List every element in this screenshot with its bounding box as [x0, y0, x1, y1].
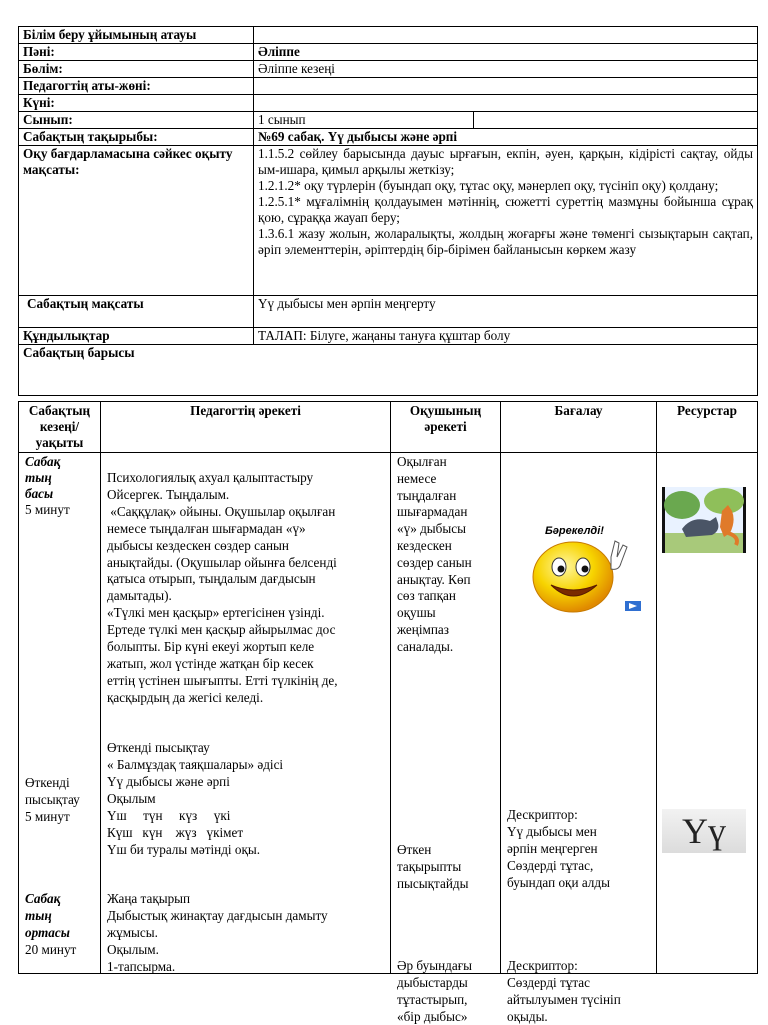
col-resources-header: Ресурстар — [657, 402, 758, 453]
org-value — [254, 27, 758, 44]
objective-item: 1.2.5.1* мұғалімнің қолдауымен мәтіннің, сюжетті суреттің мазмұны бойынша сұрақ қою, сұраққа жауап беру; — [258, 194, 753, 225]
stage2-title: Өткенді — [25, 775, 70, 790]
stage2-time: 5 минут — [25, 809, 70, 824]
col-student-header: Оқушының әрекеті — [391, 402, 501, 453]
subject-value: Әліппе — [254, 44, 758, 61]
student-block-2: Өткен тақырыпты пысықтайды — [397, 842, 469, 891]
objectives-list — [254, 146, 758, 296]
stage3-title: Сабақ — [25, 891, 61, 906]
section-value: Әліппе кезеңі — [254, 61, 758, 78]
teacher-value — [254, 78, 758, 95]
topic-label: Сабақтың тақырыбы: — [19, 129, 254, 146]
teacher-actions-column — [101, 453, 391, 974]
goal-value: Үү дыбысы мен әрпін меңгерту — [254, 296, 758, 328]
org-label: Білім беру ұйымының атауы — [19, 27, 254, 44]
stage-column: Сабақ тың басы 5 минут Өткенді пысықтау 5 минут Сабақ тың ортасы 20 минут — [19, 453, 101, 974]
objective-item: 1.2.1.2* оқу түрлерін (буындап оқу, тұтас оқу, мәнерлеп оқу, түсініп оқу) қолдану; — [258, 178, 719, 193]
lesson-info-table — [18, 26, 758, 396]
objectives-label: Оқу бағдарламасына сәйкес оқыту мақсаты: — [19, 146, 254, 296]
objective-item: 1.1.5.2 сөйлеу барысында дауыс ырғағын, екпін, әуен, қарқын, кідірісті сақтау, ойды ым-ишара, қимыл арқылы жеткізу; — [258, 146, 753, 177]
objective-item: 1.3.6.1 жазу жолын, жоларалықты, жолдың жоғарғы және төменгі сызықтарын сақтап, әріп элементтерін, әріптердің бір-бірімен байланысын көркем жазу — [258, 226, 753, 257]
assessment-block-2: Дескриптор: Үү дыбысы мен әрпін меңгерген Сөздерді тұтас, буындап оқи алды — [507, 807, 610, 890]
teacher-block-2: Өткенді пысықтау « Балмұздақ таяқшалары» әдісі Үү дыбысы және әрпі Оқылым Үш түн күз үкі Күш күн жүз үкімет Үш би туралы мәтінді оқы. — [107, 740, 284, 857]
goal-label: Сабақтың мақсаты — [19, 296, 254, 328]
class-label: Сынып: — [19, 112, 254, 129]
sticker-text: Бәрекелді! — [545, 525, 604, 537]
assessment-column — [501, 453, 657, 1024]
student-block-3: Әр буындағы дыбыстарды тұтастырып, «бір дыбыс» — [397, 958, 472, 1024]
smiley-sticker — [523, 523, 643, 613]
fox-wolf-illustration — [662, 487, 746, 553]
class-value: 1 сынып — [254, 112, 474, 129]
teacher-block-3: Жаңа тақырып Дыбыстық жинақтау дағдысын дамыту жұмысы. Оқылым. 1-тапсырма. — [107, 891, 328, 974]
values-label: Құндылықтар — [19, 328, 254, 345]
lesson-progress-table — [18, 401, 758, 1024]
assessment-block-3: Дескриптор: Сөздерді тұтас айтылуымен түсініп оқыды. — [507, 958, 621, 1024]
stage3-time: 20 минут — [25, 942, 77, 957]
stage1-title: Сабақ — [25, 454, 61, 469]
topic-value: №69 сабақ. Үү дыбысы және әрпі — [254, 129, 758, 146]
col-teacher-header: Педагогтің әрекеті — [101, 402, 391, 453]
class-extra — [474, 112, 758, 129]
subject-label: Пәні: — [19, 44, 254, 61]
progress-label: Сабақтың барысы — [19, 345, 758, 396]
teacher-block-1: Психологиялық ахуал қалыптастыру Ойсергек. Тыңдалым. «Саққұлақ» ойыны. Оқушылар оқылған немесе тыңдалған шығармадан «ү» дыбысы кездескен сөздер санын анықтайды. (Оқушылар ойынға белсенді қатыса отырып, тыңдалым дағдысын дамытады). «Түлкі мен қасқыр» ертегісінен үзінді. Ертеде түлкі мен қасқыр айырылмас дос болыпты. Бір күні екеуі жортып келе жатып, жол үстінде жатқан бір кесек еттің үстінен шығыпты. Етті түлкінің де, қасқырдың да жегісі келеді. — [107, 470, 338, 705]
day-label: Күні: — [19, 95, 254, 112]
col-assessment-header: Бағалау — [501, 402, 657, 453]
smiley-icon — [523, 535, 643, 615]
col-stage-header: Сабақтың кезеңі/ уақыты — [19, 402, 101, 453]
section-label: Бөлім: — [19, 61, 254, 78]
teacher-label: Педагогтің аты-жөні: — [19, 78, 254, 95]
letter-card-text: Үү — [682, 811, 726, 851]
letter-card — [662, 809, 746, 853]
stage1-time: 5 минут — [25, 502, 70, 517]
day-value — [254, 95, 758, 112]
student-actions-column — [391, 453, 501, 1024]
student-block-1: Оқылған немесе тыңдалған шығармадан «ү» дыбысы кездескен сөздер санын анықтау. Көп сөз тапқан оқушы жеңімпаз саналады. — [397, 454, 472, 654]
values-value: ТАЛАП: Білуге, жаңаны тануға құштар болу — [254, 328, 758, 345]
resources-column — [657, 453, 758, 974]
